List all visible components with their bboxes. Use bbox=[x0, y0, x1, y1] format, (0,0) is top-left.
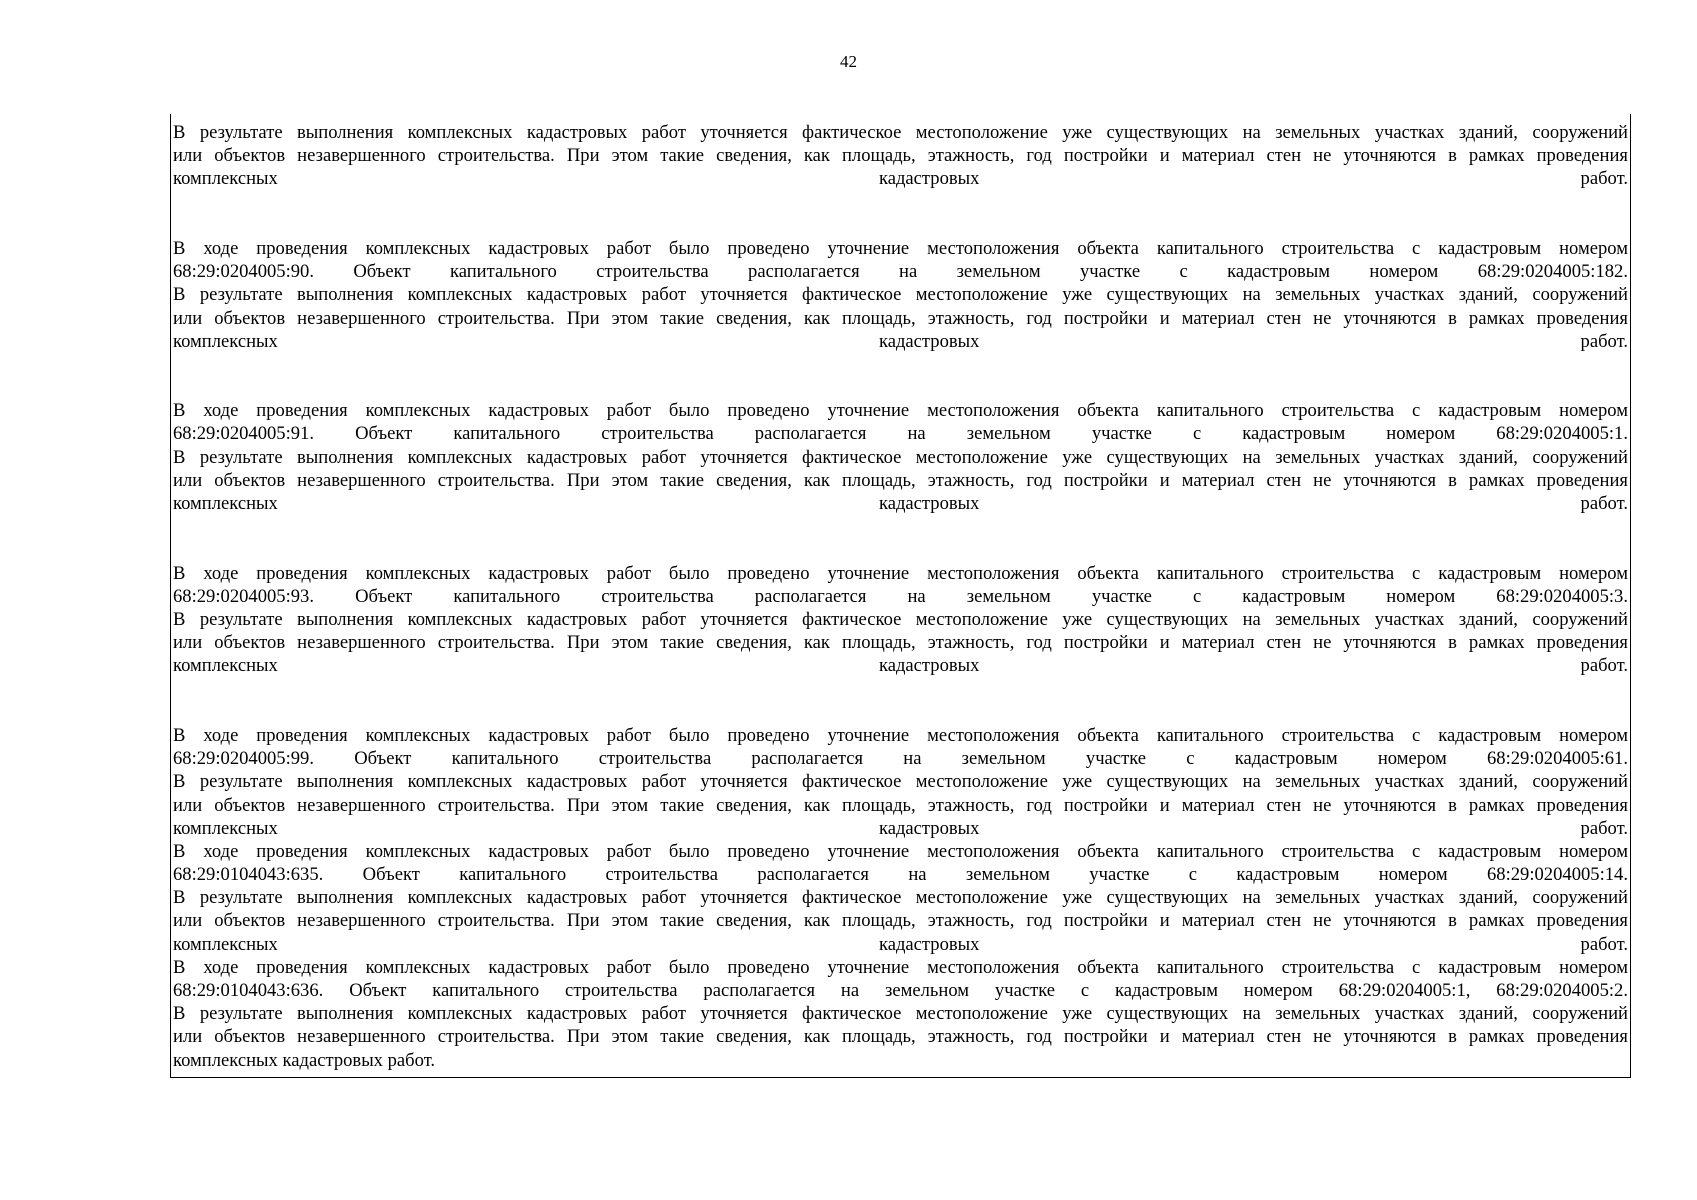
text-line: В результате выполнения комплексных кадастровых работ уточняется фактическое местоположение уже существующих на земельных участках зданий, сооружений bbox=[173, 887, 1628, 909]
text-line: или объектов незавершенного строительства. При этом такие сведения, как площадь, этажность, год постройки и материал стен не уточняются в рамках проведения bbox=[173, 469, 1628, 491]
text-line: В результате выполнения комплексных кадастровых работ уточняется фактическое местоположение уже существующих на земельных участках зданий, сооружений bbox=[173, 284, 1628, 306]
text-line: комплексных кадастровых работ. bbox=[173, 1049, 436, 1071]
text-line: В результате выполнения комплексных кадастровых работ уточняется фактическое местоположение уже существующих на земельных участках зданий, сооружений bbox=[173, 122, 1628, 143]
text-line: В ходе проведения комплексных кадастровых работ было проведено уточнение местоположения объекта капитального строительства с кадастровым номером bbox=[173, 400, 1628, 422]
text-line: комплексных кадастровых работ. bbox=[173, 655, 1628, 677]
text-line: комплексных кадастровых работ. bbox=[173, 330, 1628, 352]
text-line: В результате выполнения комплексных кадастровых работ уточняется фактическое местоположение уже существующих на земельных участках зданий, сооружений bbox=[173, 1003, 1628, 1025]
text-line: В результате выполнения комплексных кадастровых работ уточняется фактическое местоположение уже существующих на земельных участках зданий, сооружений bbox=[173, 608, 1628, 630]
description-cell bbox=[173, 121, 1628, 1072]
paragraph-block bbox=[173, 724, 1628, 1072]
paragraph-block bbox=[173, 237, 1628, 353]
text-line: комплексных кадастровых работ. bbox=[173, 168, 1628, 190]
text-line: 68:29:0104043:636. Объект капитального строительства располагается на земельном участке с кадастровым номером 68:29:0204005:1, 68:29:0204005:2. bbox=[173, 980, 1628, 1001]
text-line: или объектов незавершенного строительства. При этом такие сведения, как площадь, этажность, год постройки и материал стен не уточняются в рамках проведения bbox=[173, 145, 1628, 167]
paragraph-block bbox=[173, 562, 1628, 678]
text-line: или объектов незавершенного строительства. При этом такие сведения, как площадь, этажность, год постройки и материал стен не уточняются в рамках проведения bbox=[173, 1026, 1628, 1048]
paragraph-gap bbox=[173, 515, 1628, 561]
text-line: комплексных кадастровых работ. bbox=[173, 493, 1628, 515]
text-line: В ходе проведения комплексных кадастровых работ было проведено уточнение местоположения объекта капитального строительства с кадастровым номером bbox=[173, 237, 1628, 259]
text-line: или объектов незавершенного строительства. При этом такие сведения, как площадь, этажность, год постройки и материал стен не уточняются в рамках проведения bbox=[173, 307, 1628, 329]
text-line: В ходе проведения комплексных кадастровых работ было проведено уточнение местоположения объекта капитального строительства с кадастровым номером bbox=[173, 956, 1628, 978]
text-line: В результате выполнения комплексных кадастровых работ уточняется фактическое местоположение уже существующих на земельных участках зданий, сооружений bbox=[173, 446, 1628, 468]
text-line: 68:29:0204005:93. Объект капитального строительства располагается на земельном участке с кадастровым номером 68:29:0204005:3. bbox=[173, 585, 1628, 607]
text-line: В ходе проведения комплексных кадастровых работ было проведено уточнение местоположения объекта капитального строительства с кадастровым номером bbox=[173, 724, 1628, 746]
paragraph-gap bbox=[173, 353, 1628, 399]
text-line: 68:29:0104043:635. Объект капитального строительства располагается на земельном участке с кадастровым номером 68:29:0204005:14. bbox=[173, 864, 1628, 886]
text-line: 68:29:0204005:99. Объект капитального строительства располагается на земельном участке с кадастровым номером 68:29:0204005:61. bbox=[173, 748, 1628, 770]
text-line: 68:29:0204005:90. Объект капитального строительства располагается на земельном участке с кадастровым номером 68:29:0204005:182. bbox=[173, 261, 1628, 283]
paragraph-gap bbox=[173, 191, 1628, 237]
text-line: 68:29:0204005:91. Объект капитального строительства располагается на земельном участке с кадастровым номером 68:29:0204005:1. bbox=[173, 423, 1628, 445]
page-number: 42 bbox=[840, 52, 857, 71]
paragraph-block bbox=[173, 121, 1628, 191]
paragraph-block bbox=[173, 399, 1628, 515]
text-line: В результате выполнения комплексных кадастровых работ уточняется фактическое местоположение уже существующих на земельных участках зданий, сооружений bbox=[173, 771, 1628, 793]
text-line: или объектов незавершенного строительства. При этом такие сведения, как площадь, этажность, год постройки и материал стен не уточняются в рамках проведения bbox=[173, 910, 1628, 932]
paragraph-gap bbox=[173, 678, 1628, 724]
text-line: В ходе проведения комплексных кадастровых работ было проведено уточнение местоположения объекта капитального строительства с кадастровым номером bbox=[173, 562, 1628, 584]
text-line: или объектов незавершенного строительства. При этом такие сведения, как площадь, этажность, год постройки и материал стен не уточняются в рамках проведения bbox=[173, 794, 1628, 816]
text-line: В ходе проведения комплексных кадастровых работ было проведено уточнение местоположения объекта капитального строительства с кадастровым номером bbox=[173, 840, 1628, 862]
text-line: комплексных кадастровых работ. bbox=[173, 933, 1628, 955]
text-line: комплексных кадастровых работ. bbox=[173, 817, 1628, 839]
text-line: или объектов незавершенного строительства. При этом такие сведения, как площадь, этажность, год постройки и материал стен не уточняются в рамках проведения bbox=[173, 632, 1628, 654]
